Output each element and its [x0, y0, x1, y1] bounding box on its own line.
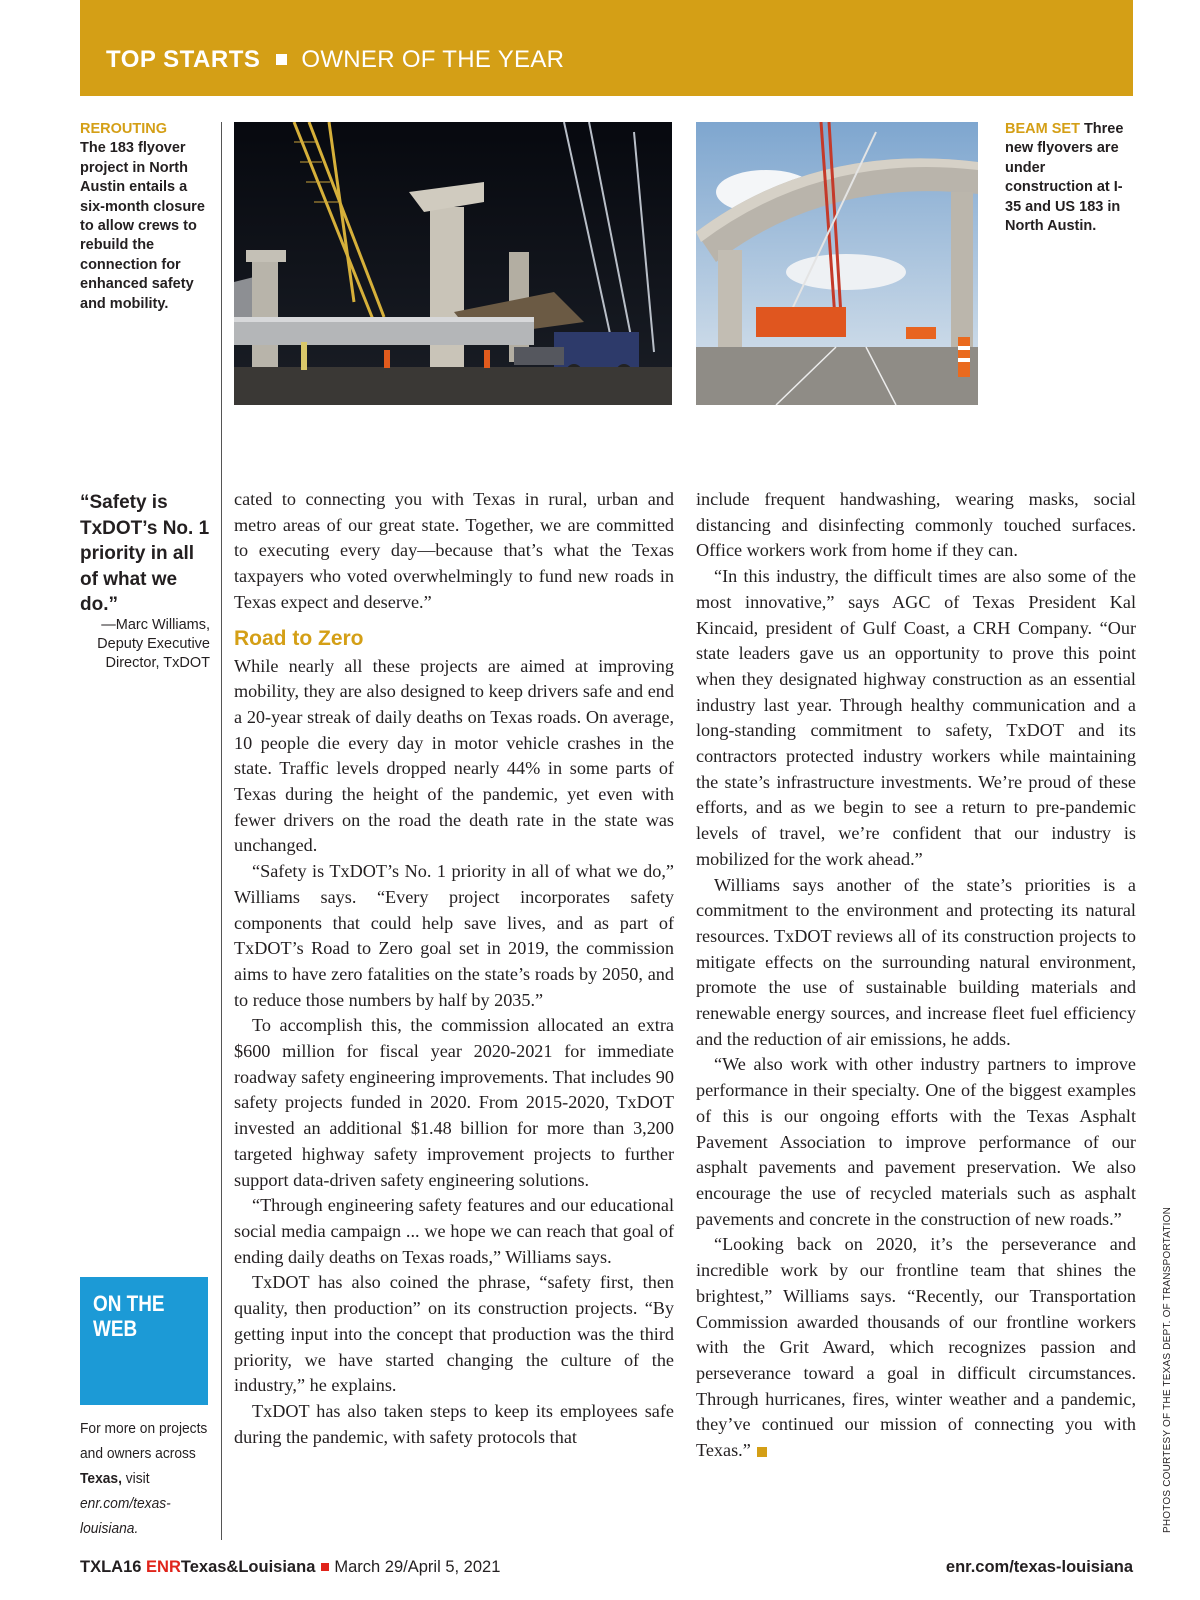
page-number: TXLA16 [80, 1558, 142, 1576]
paragraph: To accomplish this, the commission allocated an extra $600 million for fiscal year 2020-2021 for immediate roadway safety engineering improvements. That includes 90 safety projects funded in 2020. From 2015-2020, TxDOT invested an additional $1.48 billion for more than 3,200 targeted highway safety improvement projects to further support data-driven safety engineering solutions. [234, 1015, 674, 1190]
web-text-lead: For more on projects and owners across [80, 1420, 208, 1462]
subsection-name: OWNER OF THE YEAR [301, 46, 565, 73]
article-column-1 [234, 487, 674, 1450]
caption-kicker: REROUTING [80, 121, 167, 137]
section-banner [80, 0, 1133, 96]
brand-logo: ENR [146, 1558, 181, 1576]
photo-credit: PHOTOS COURTESY OF THE TEXAS DEPT. OF TRANSPORTATION [1162, 1206, 1173, 1533]
pull-quote: “Safety is TxDOT’s No. 1 priority in all of what we do.” [80, 492, 210, 615]
paragraph: “In this industry, the difficult times are also some of the most innovative,” says AGC of Texas President Kal Kincaid, president of Gulf Coast, a CRH Company. “Our state leaders gave us an opportunity to prove this point when they designated highway construction as an essential industry last year. Through healthy communication and a long-standing commitment to safety, TxDOT and its contractors protected industry workers while maintaining the state’s infrastructure investments. We’re proud of these efforts, and as we begin to see a return to pre-pandemic levels of travel, we’re confident that our industry is mobilized for the work ahead.” [696, 566, 1136, 869]
article-column-2 [696, 487, 1136, 1464]
paragraph: While nearly all these projects are aimed at improving mobility, they are also designed to keep drivers safe and end a 20-year streak of daily deaths on Texas roads. On average, 10 people die every day in motor vehicle crashes in the state. Traffic levels dropped nearly 44% in some parts of Texas during the height of the pandemic, yet even with fewer drivers on the road the death rate in the state was unchanged. [234, 655, 674, 856]
paragraph-final [696, 1232, 1136, 1463]
web-text-visit: visit [121, 1470, 150, 1487]
paragraph: include frequent handwashing, wearing masks, social distancing and disinfecting commonly touched surfaces. Office workers work from home if they can. [696, 489, 1136, 561]
end-mark-icon [757, 1447, 767, 1457]
banner-text [106, 46, 564, 74]
paragraph: “Through engineering safety features and our educational social media campaign ... we hope we can reach that goal of ending daily deaths on Texas roads,” Williams says. [234, 1195, 674, 1267]
caption-text: Three new flyovers are under construction at I-35 and US 183 in North Austin. [1005, 121, 1124, 235]
beam-set-image [696, 122, 978, 405]
edition-name: Texas&Louisiana [180, 1558, 316, 1576]
paragraph: TxDOT has also coined the phrase, “safety first, then quality, then production” on its construction projects. “By getting input into the concept that production was the third priority, we have started changing the culture of the industry,” he explains. [234, 1272, 674, 1396]
footer-square-icon [321, 1563, 329, 1571]
issue-date: March 29/April 5, 2021 [334, 1558, 501, 1576]
caption-text: The 183 flyover project in North Austin entails a six-month closure to allow crews to rebuild the connection for enhanced safety and mobility. [80, 140, 205, 312]
paragraph: Williams says another of the state’s priorities is a commitment to the environment and protecting its natural resources. TxDOT reviews all of its construction projects to mitigate effects on the surrounding natural environment, promote the use of sustainable building materials and renewable energy sources, and increase fleet fuel efficiency and the reduction of air emissions, he adds. [696, 874, 1136, 1049]
on-the-web-box [80, 1277, 208, 1405]
photo-beam-set [696, 122, 978, 405]
on-the-web-title: ON THE WEB [93, 1291, 165, 1341]
night-construction-image [234, 122, 672, 405]
on-the-web-text [80, 1416, 209, 1541]
web-text-state: Texas, [80, 1470, 122, 1487]
web-link[interactable]: enr.com/texas-louisiana. [80, 1495, 171, 1537]
subhead-road-to-zero: Road to Zero [234, 626, 364, 650]
section-name: TOP STARTS [106, 46, 261, 73]
column-divider [221, 122, 222, 1540]
pull-quote-attribution: —Marc Williams, Deputy Executive Director, TxDOT [97, 617, 210, 671]
caption-kicker: BEAM SET [1005, 121, 1080, 137]
photo-night-construction [234, 122, 672, 405]
caption-beam-set [1005, 120, 1133, 236]
footer-url[interactable]: enr.com/texas-louisiana [945, 1558, 1133, 1576]
footer-folio [80, 1558, 500, 1577]
paragraph-final-text: “Looking back on 2020, it’s the perseverance and incredible work by our frontline team that shines the brightest,” Williams says. “Recently, our Transportation Commission awarded thousands of our frontline workers with the Grit Award, which recognizes passion and perseverance toward a goal in difficult circumstances. Through hurricanes, fires, winter weather and a pandemic, they’ve continued our mission of connecting you with Texas.” [696, 1234, 1136, 1461]
caption-rerouting [80, 120, 216, 314]
paragraph: “Safety is TxDOT’s No. 1 priority in all of what we do,” Williams says. “Every project incorporates safety components that could help save lives, and as part of TxDOT’s Road to Zero goal set in 2019, the commission aims to have zero fatalities on the state’s roads by 2050, and to reduce those numbers by half by 2035.” [234, 861, 674, 1010]
paragraph: “We also work with other industry partners to improve performance in their specialty. One of the biggest examples of this is our ongoing efforts with the Texas Asphalt Pavement Association to improve performance of our asphalt pavements and pavement preservation. We also encourage the use of recycled materials such as asphalt pavements and concrete in the construction of new roads.” [696, 1054, 1136, 1229]
paragraph: TxDOT has also taken steps to keep its employees safe during the pandemic, with safety protocols that [234, 1400, 674, 1447]
paragraph: cated to connecting you with Texas in rural, urban and metro areas of our great state. Together, we are committed to executing every day—because that’s what the Texas taxpayers who voted overwhelmingly to fund new roads in Texas expect and deserve.” [234, 489, 674, 612]
banner-square-icon [276, 54, 287, 65]
